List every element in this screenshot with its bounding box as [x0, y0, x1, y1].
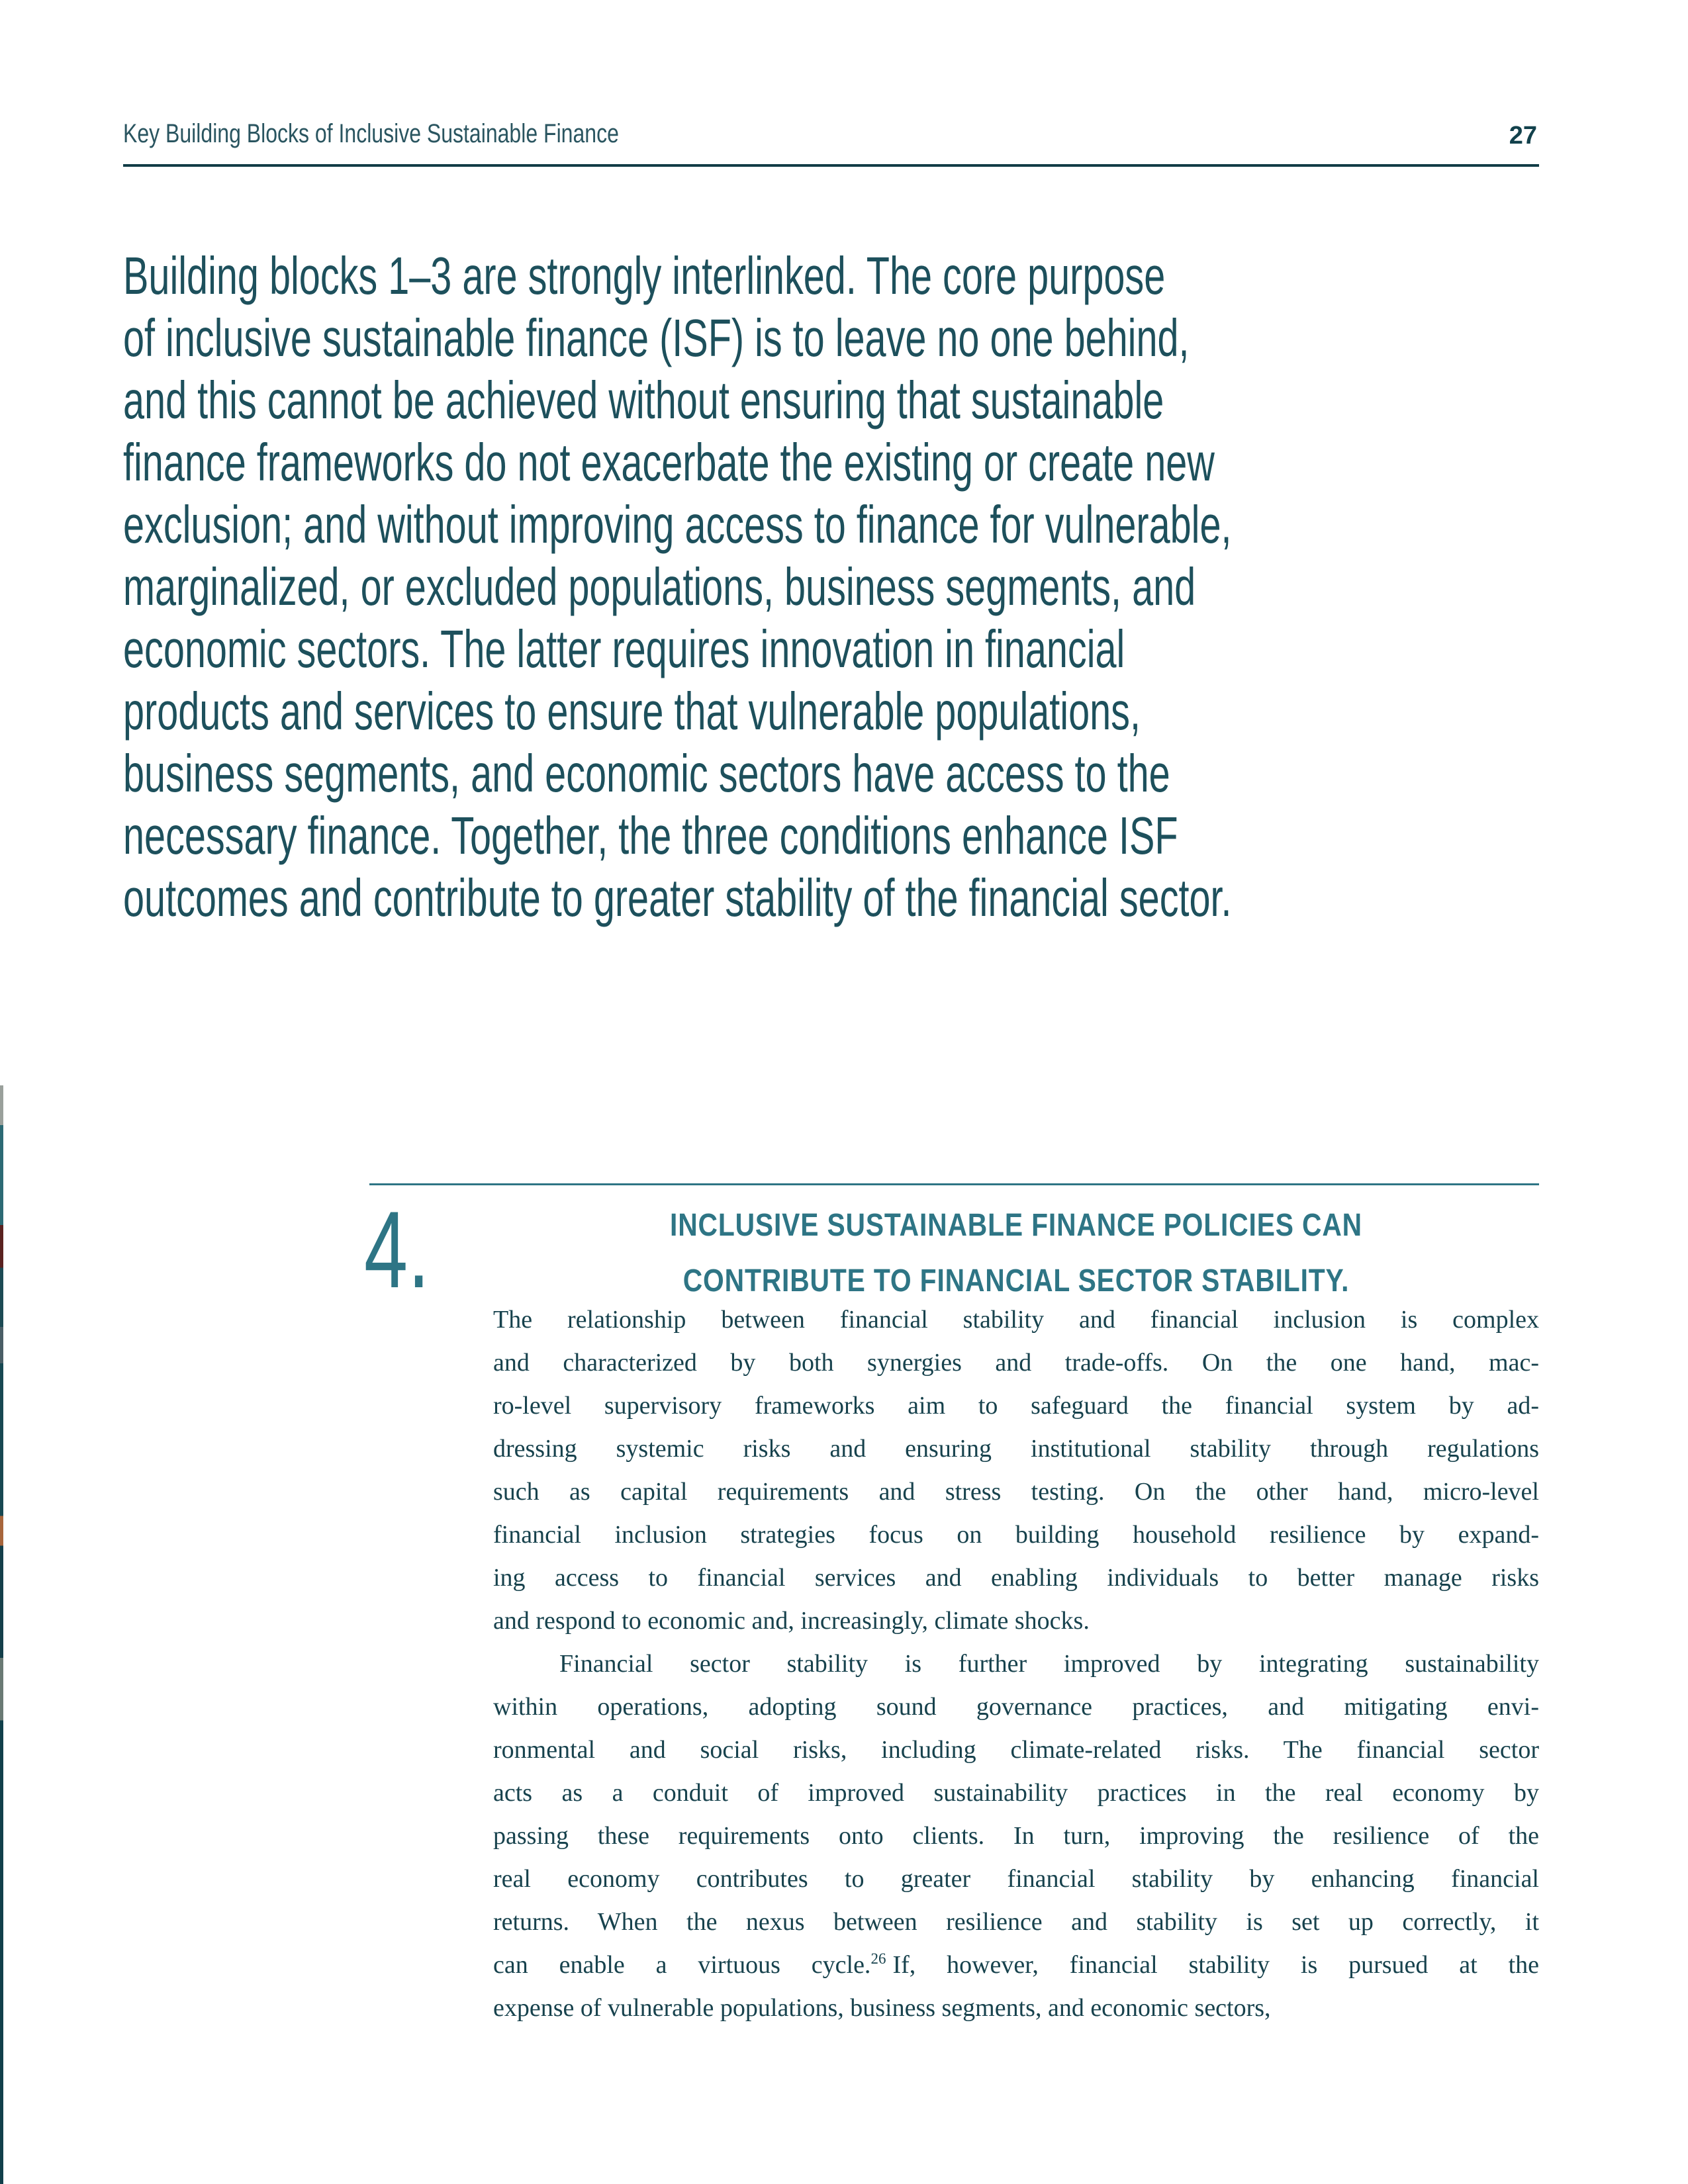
section-heading-line-2: CONTRIBUTE TO FINANCIAL SECTOR STABILITY. [682, 1263, 1350, 1298]
body-line: The relationship between financial stability and financial inclusion is complex [493, 1306, 1539, 1334]
intro-line: of inclusive sustainable finance (ISF) is to leave no one behind, [123, 308, 1190, 367]
body-line: passing these requirements onto clients. In turn, improving the resilience of the [493, 1822, 1539, 1850]
intro-paragraph [123, 245, 1646, 929]
section-number: 4. [364, 1189, 430, 1310]
header-rule [123, 164, 1539, 167]
intro-line: outcomes and contribute to greater stability of the financial sector. [123, 868, 1232, 927]
page-number: 27 [1509, 122, 1537, 150]
body-line: dressing systemic risks and ensuring institutional stability through regulations [493, 1435, 1539, 1463]
body-line: acts as a conduit of improved sustainability practices in the real economy by [493, 1779, 1539, 1807]
intro-line: products and services to ensure that vulnerable populations, [123, 682, 1141, 741]
running-header-title: Key Building Blocks of Inclusive Sustainable Finance [123, 119, 619, 148]
section-heading-line-1: INCLUSIVE SUSTAINABLE FINANCE POLICIES CAN [670, 1208, 1362, 1243]
intro-line: necessary finance. Together, the three conditions enhance ISF [123, 806, 1178, 865]
body-line: expense of vulnerable populations, business segments, and economic sectors, [493, 1994, 1271, 2022]
footnote-marker: 26 [870, 1950, 886, 1968]
body-text [493, 1298, 1539, 2030]
intro-line: and this cannot be achieved without ensuring that sustainable [123, 371, 1164, 430]
body-line: financial inclusion strategies focus on building household resilience by expand- [493, 1521, 1539, 1549]
page-edge-strip [0, 1085, 3, 2184]
section-heading [493, 1198, 1539, 1309]
body-line: and characterized by both synergies and trade-offs. On the one hand, mac- [493, 1349, 1539, 1377]
body-line: ing access to financial services and enabling individuals to better manage risks [493, 1564, 1539, 1592]
body-line-with-footnote [493, 1944, 1539, 1987]
section-rule [369, 1183, 1539, 1185]
body-line: and respond to economic and, increasingly, climate shocks. [493, 1607, 1090, 1635]
body-line: Financial sector stability is further improved by integrating sustainability [559, 1650, 1539, 1678]
intro-line: business segments, and economic sectors have access to the [123, 744, 1170, 803]
intro-line: finance frameworks do not exacerbate the existing or create new [123, 433, 1215, 492]
body-line: returns. When the nexus between resilience and stability is set up correctly, it [493, 1908, 1539, 1936]
body-line: real economy contributes to greater financial stability by enhancing financial [493, 1865, 1539, 1893]
intro-line: economic sectors. The latter requires innovation in financial [123, 619, 1125, 678]
footnote-line-post: If, however, financial stability is pursued at the [892, 1951, 1539, 1979]
intro-line: Building blocks 1–3 are strongly interlinked. The core purpose [123, 246, 1166, 305]
body-line: such as capital requirements and stress testing. On the other hand, micro-level [493, 1478, 1539, 1506]
footnote-line-pre: can enable a virtuous cycle. [493, 1951, 871, 1979]
intro-line: exclusion; and without improving access to finance for vulnerable, [123, 495, 1232, 554]
body-line: ro-level supervisory frameworks aim to safeguard the financial system by ad- [493, 1392, 1539, 1420]
body-line: within operations, adopting sound governance practices, and mitigating envi- [493, 1693, 1539, 1721]
body-line: ronmental and social risks, including climate-related risks. The financial sector [493, 1736, 1539, 1764]
intro-line: marginalized, or excluded populations, business segments, and [123, 557, 1196, 616]
